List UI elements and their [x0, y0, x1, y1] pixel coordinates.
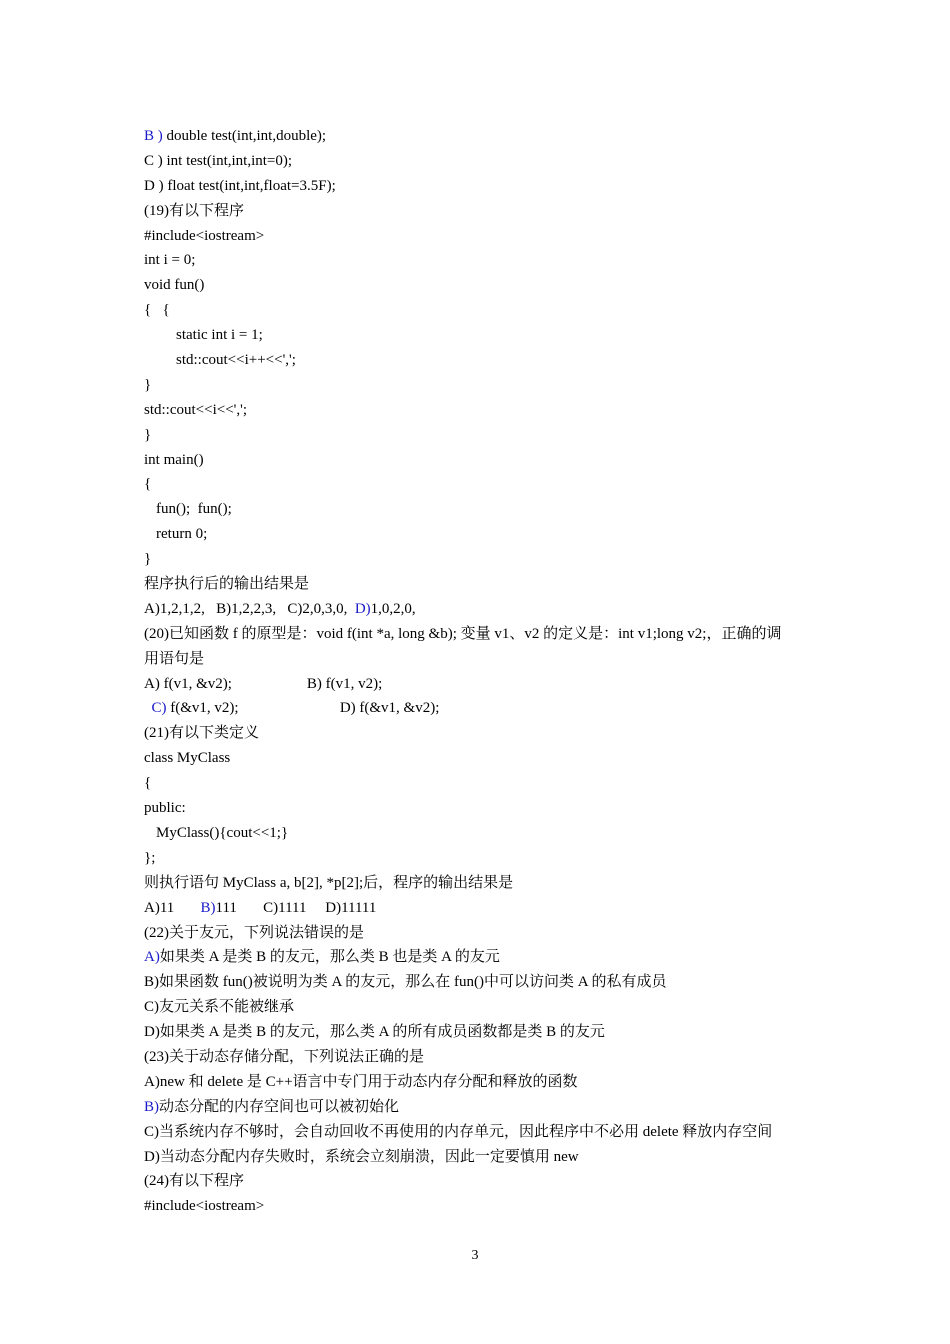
text-line [144, 970, 824, 995]
text-line [144, 273, 824, 298]
line-text: 动态分配的内存空间也可以被初始化 [159, 1098, 400, 1115]
line-text: 如果类 A 是类 B 的友元，那么类 B 也是类 A 的友元 [159, 949, 500, 966]
text-line [144, 1145, 824, 1170]
line-text: (19)有以下程序 [144, 202, 244, 219]
text-line [144, 896, 824, 921]
text-line [144, 1095, 824, 1120]
answer-marker: A) [144, 949, 160, 966]
line-text: #include<iostream> [144, 1198, 265, 1215]
line-text: } [144, 426, 152, 443]
line-text: B)如果函数 fun()被说明为类 A 的友元，那么在 fun()中可以访问类 A 的私有成员 [144, 974, 667, 991]
line-text: 1,0,2,0, [370, 600, 416, 617]
text-line [144, 497, 824, 522]
line-text: void fun() [144, 277, 205, 294]
text-line [144, 1120, 824, 1145]
line-text: (21)有以下类定义 [144, 725, 259, 742]
text-line [144, 622, 824, 647]
text-line [144, 721, 824, 746]
answer-marker: B) [144, 1098, 159, 1115]
line-text: public: [144, 800, 186, 817]
text-line [144, 373, 824, 398]
text-line [144, 124, 824, 149]
line-text: { [144, 476, 152, 493]
text-line [144, 1020, 824, 1045]
line-text: static int i = 1; [176, 327, 263, 344]
line-text: C)当系统内存不够时，会自动回收不再使用的内存单元，因此程序中不必用 delete 释放内存空间 [144, 1123, 773, 1140]
line-text: A)new 和 delete 是 C++语言中专门用于动态内存分配和释放的函数 [144, 1073, 578, 1090]
line-text: std::cout<<i++<<','; [176, 352, 296, 369]
line-text: D)当动态分配内存失败时，系统会立刻崩溃，因此一定要慎用 new [144, 1148, 579, 1165]
text-line [144, 572, 824, 597]
text-line [144, 199, 824, 224]
line-text: class MyClass [144, 750, 231, 767]
page-number: 3 [471, 1248, 479, 1263]
line-text: (22)关于友元，下列说法错误的是 [144, 924, 364, 941]
line-text: A)1,2,1,2, B)1,2,2,3, C)2,0,3,0, [144, 600, 355, 617]
text-line [144, 448, 824, 473]
text-line [144, 522, 824, 547]
line-text: { [144, 775, 152, 792]
line-text: } [144, 551, 152, 568]
text-line [144, 821, 824, 846]
text-line [144, 1070, 824, 1095]
answer-marker: D) [354, 600, 371, 617]
text-line [144, 547, 824, 572]
text-line [144, 1169, 824, 1194]
answer-marker: C) [151, 700, 167, 717]
line-text: fun(); fun(); [156, 501, 232, 518]
line-text: C)友元关系不能被继承 [144, 999, 295, 1016]
text-line [144, 921, 824, 946]
text-line [144, 1194, 824, 1219]
text-line [144, 348, 824, 373]
line-text: #include<iostream> [144, 227, 265, 244]
line-text: } [144, 376, 152, 393]
line-text: int main() [144, 451, 204, 468]
text-line [144, 423, 824, 448]
text-line [144, 771, 824, 796]
line-text: 程序执行后的输出结果是 [144, 576, 310, 593]
line-text: f(&v1, v2); D) f(&v1, &v2); [166, 700, 440, 717]
text-line [144, 647, 824, 672]
line-text: { { [144, 302, 170, 319]
line-text: 111 C)1111 D)11111 [215, 899, 377, 916]
line-text: return 0; [156, 526, 208, 543]
text-line [144, 945, 824, 970]
line-text: std::cout<<i<<','; [144, 401, 247, 418]
text-line [144, 224, 824, 249]
text-line [144, 398, 824, 423]
line-text: }; [144, 849, 156, 866]
text-line [144, 846, 824, 871]
answer-marker: B) [200, 899, 216, 916]
document-body [144, 124, 824, 1219]
line-text: (20)已知函数 f 的原型是：void f(int *a, long &b); 变量 v1、v2 的定义是：int v1;long v2;，正确的调 [144, 625, 782, 642]
text-line [144, 248, 824, 273]
line-text: double test(int,int,double); [162, 128, 327, 144]
line-text: (24)有以下程序 [144, 1173, 244, 1190]
text-line [144, 995, 824, 1020]
line-text: (23)关于动态存储分配，下列说法正确的是 [144, 1048, 424, 1065]
text-line [144, 298, 824, 323]
answer-marker: B ) [144, 128, 163, 144]
line-text: D)如果类 A 是类 B 的友元，那么类 A 的所有成员函数都是类 B 的友元 [144, 1024, 605, 1041]
text-line [144, 149, 824, 174]
line-text: A) f(v1, &v2); B) f(v1, v2); [144, 675, 383, 692]
text-line [144, 696, 824, 721]
line-text: MyClass(){cout<<1;} [156, 824, 289, 841]
text-line [144, 672, 824, 697]
line-text: int i = 0; [144, 252, 196, 269]
text-line [144, 871, 824, 896]
text-line [144, 597, 824, 622]
text-line [144, 174, 824, 199]
line-text: A)11 [144, 899, 201, 916]
text-line [144, 472, 824, 497]
line-text: C ) int test(int,int,int=0); [144, 152, 293, 169]
text-line [144, 796, 824, 821]
text-line [144, 1045, 824, 1070]
line-text: 则执行语句 MyClass a, b[2], *p[2];后，程序的输出结果是 [144, 874, 514, 891]
text-line [144, 746, 824, 771]
text-line [144, 323, 824, 348]
line-text: 用语句是 [144, 650, 205, 667]
line-text [144, 700, 152, 716]
line-text: D ) float test(int,int,float=3.5F); [144, 177, 336, 194]
